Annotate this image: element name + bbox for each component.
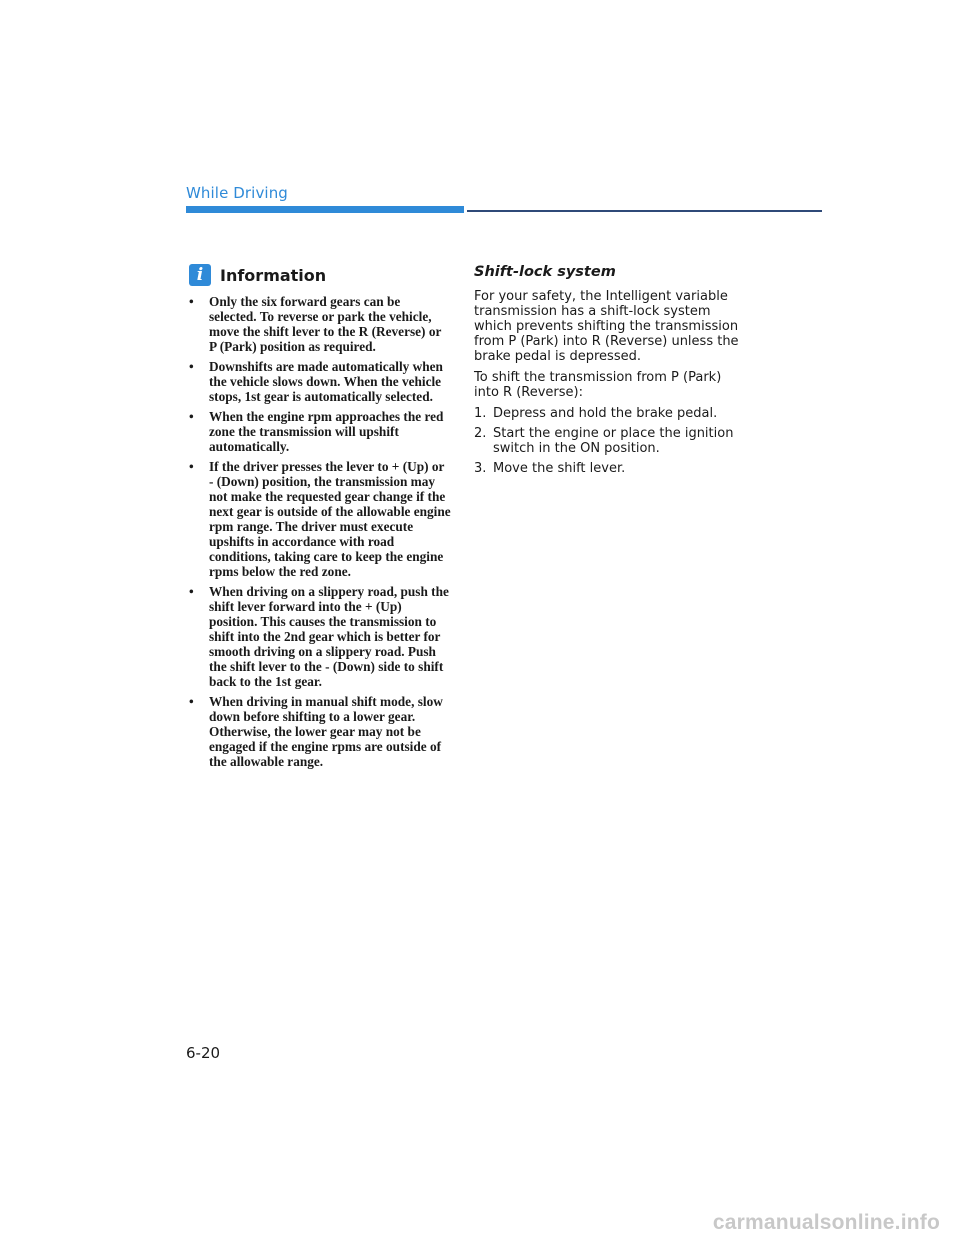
step-number: 1. [474, 406, 487, 421]
header-rule-accent [186, 206, 464, 213]
step-text: Move the shift lever. [493, 461, 626, 476]
list-item: • Only the six forward gears can be selected. To reverse or park the vehicle, move the shift lever to the R (Reverse) or P (Park) position as required. [186, 294, 451, 354]
shift-lock-section [474, 264, 744, 481]
list-item: • When driving in manual shift mode, slow down before shifting to a lower gear. Otherwise, the lower gear may not be engaged if the engine rpms are outside of the allowable range. [186, 694, 451, 769]
step-number: 2. [474, 426, 487, 441]
info-icon: i [189, 264, 211, 286]
step-number: 3. [474, 461, 487, 476]
header-rule [467, 210, 822, 212]
shift-lock-intro: For your safety, the Intelligent variable transmission has a shift-lock system which prevents shifting the transmission from P (Park) into R (Reverse) unless the brake pedal is depressed. [474, 289, 739, 364]
information-title: Information [220, 265, 327, 285]
step-item [474, 461, 744, 476]
list-item: • When driving on a slippery road, push the shift lever forward into the + (Up) position. This causes the transmission to shift into the 2nd gear which is better for smooth driving on a slippery road. Push the shift lever to the - (Down) side to shift back to the 1st gear. [186, 584, 451, 689]
step-item [474, 406, 744, 421]
watermark: carmanualsonline.info [712, 1211, 940, 1234]
list-item: • If the driver presses the lever to + (Up) or - (Down) position, the transmission may not make the requested gear change if the next gear is outside of the allowable engine rpm range. The driver must execute upshifts in accordance with road conditions, taking care to keep the engine rpms below the red zone. [186, 459, 451, 579]
list-item: • When the engine rpm approaches the red zone the transmission will upshift automatically. [186, 409, 451, 454]
shift-lock-title: Shift-lock system [474, 264, 616, 280]
step-text: Start the engine or place the ignition switch in the ON position. [493, 426, 734, 456]
page-number: 6-20 [186, 1044, 221, 1062]
shift-lock-steps [474, 406, 744, 476]
shift-lock-instruction: To shift the transmission from P (Park) into R (Reverse): [474, 370, 722, 400]
information-list [186, 294, 451, 769]
information-header [186, 262, 451, 288]
information-box [186, 262, 451, 774]
section-header: While Driving [186, 184, 288, 202]
step-item [474, 426, 744, 456]
list-item: • Downshifts are made automatically when the vehicle slows down. When the vehicle stops, 1st gear is automatically selected. [186, 359, 451, 404]
step-text: Depress and hold the brake pedal. [493, 406, 718, 421]
